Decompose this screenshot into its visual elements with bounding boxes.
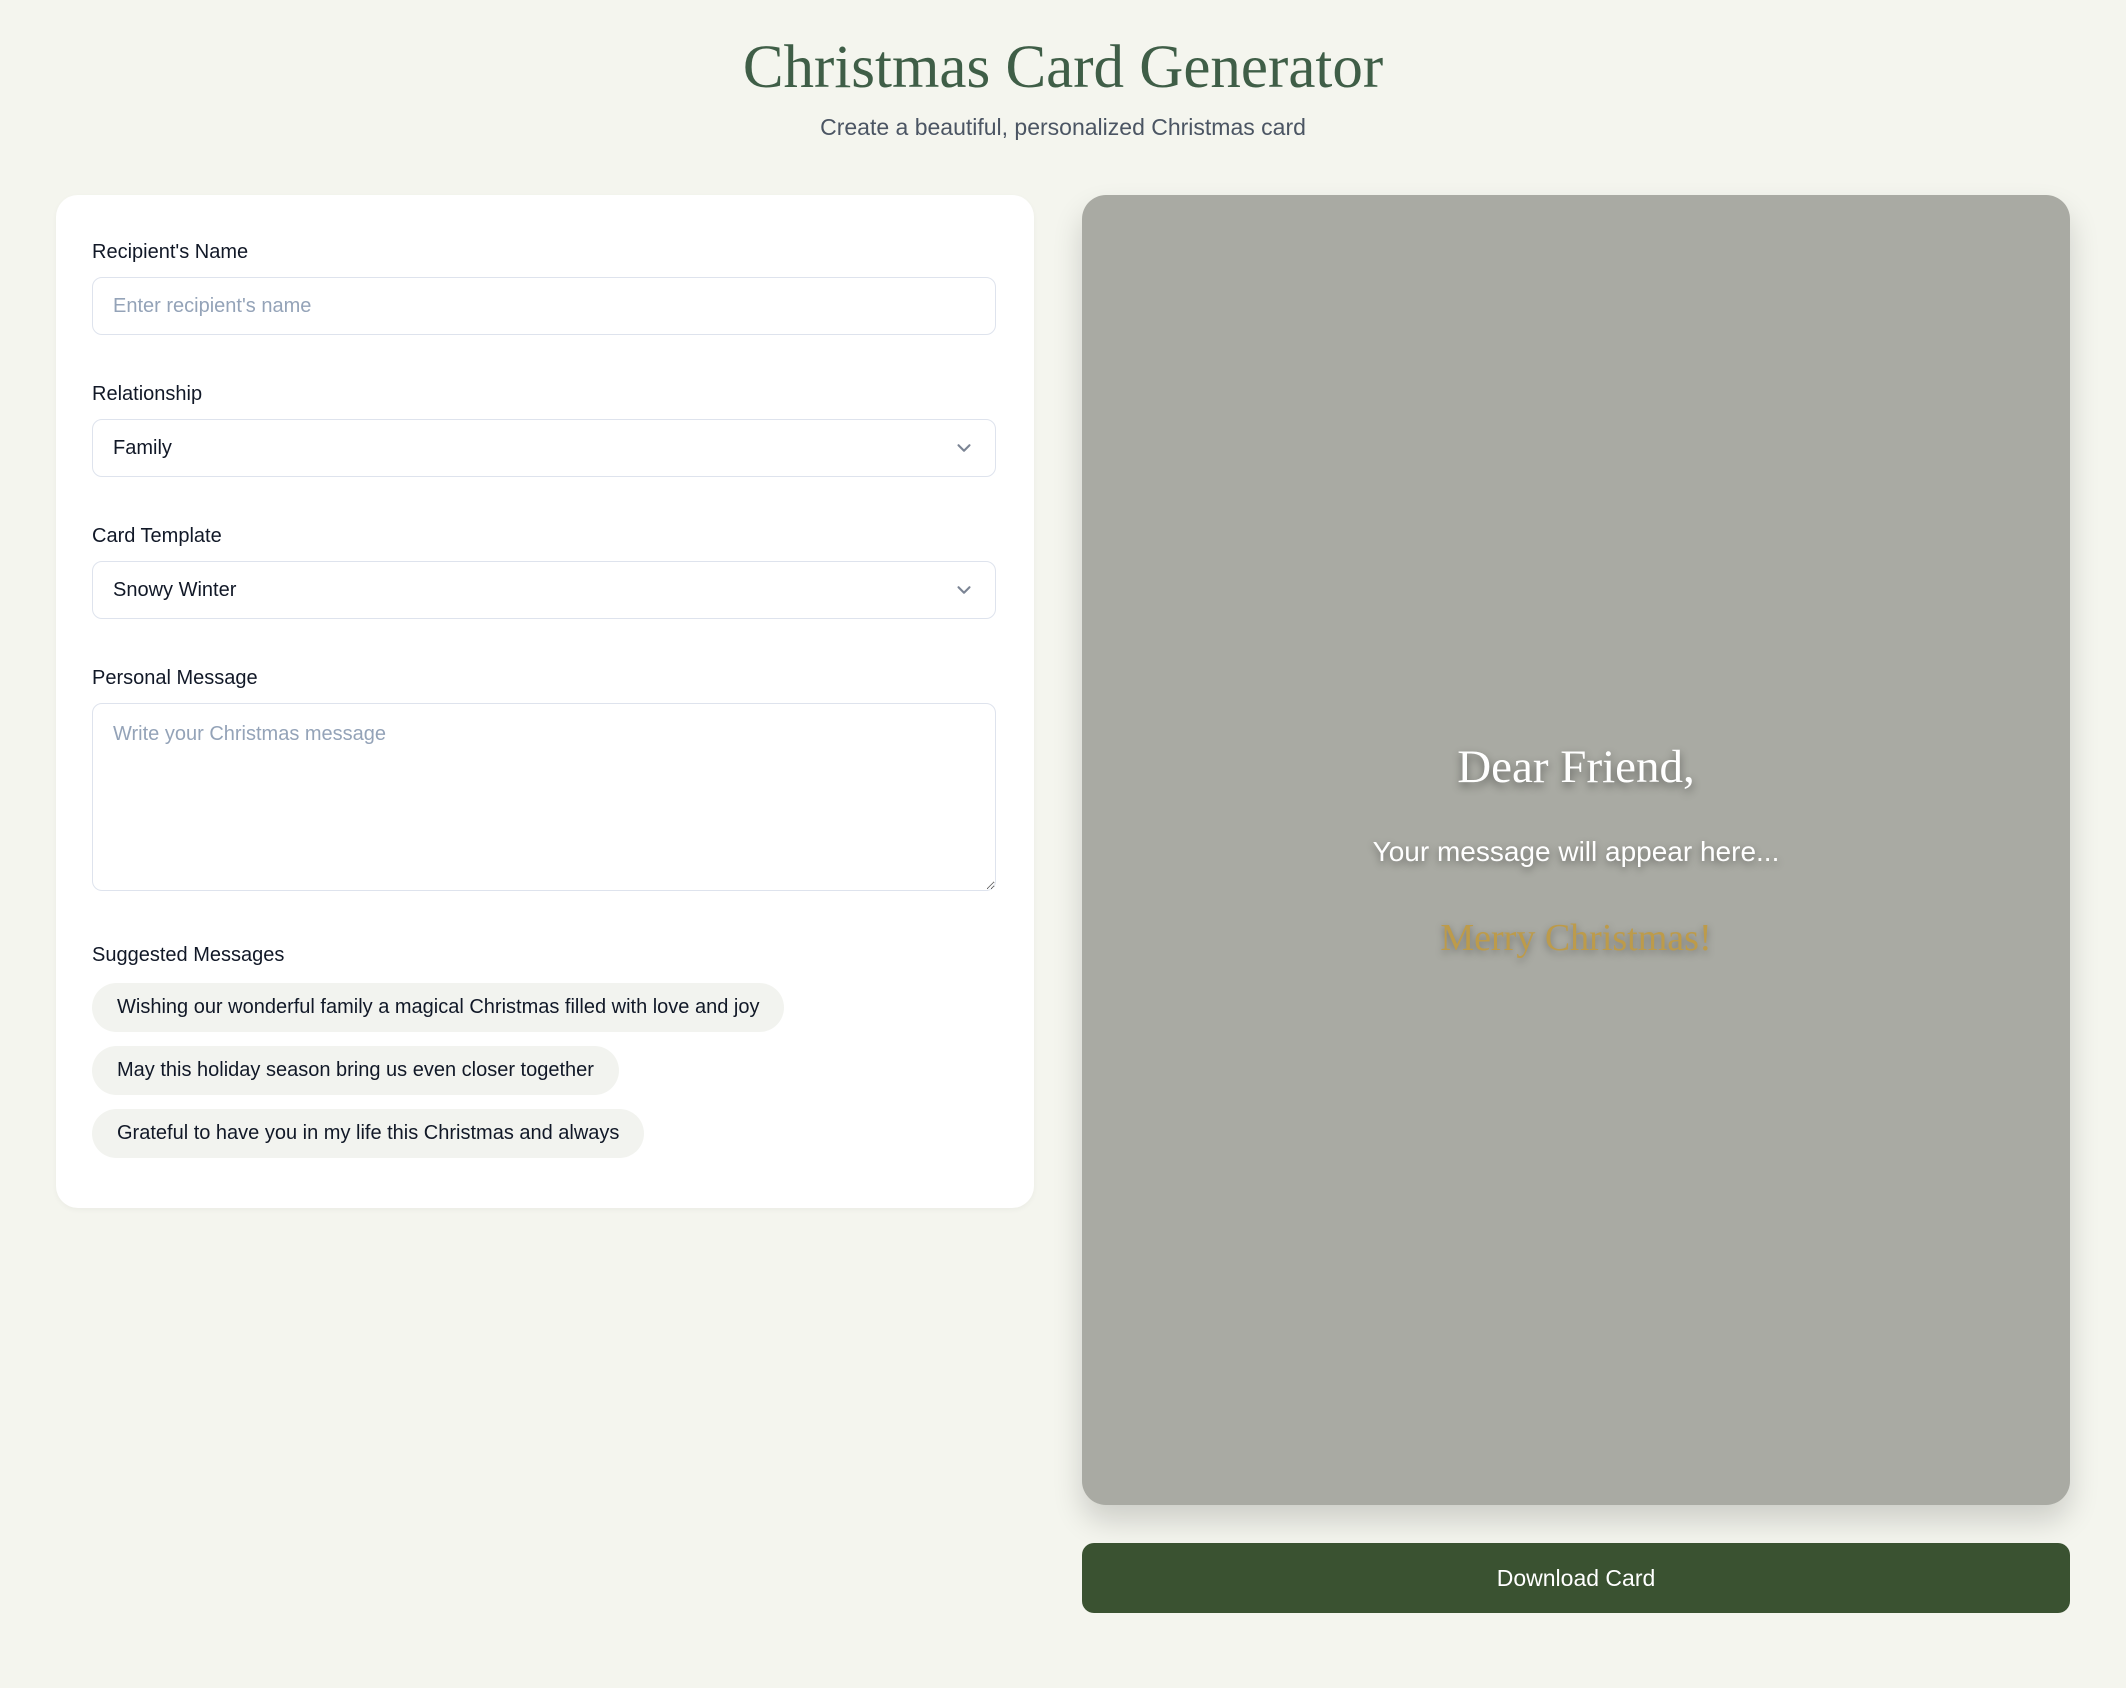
page-header (0, 0, 2126, 141)
main-content (0, 195, 2126, 1613)
relationship-field (92, 383, 996, 477)
personal-message-textarea[interactable] (92, 703, 996, 891)
card-closing-text: Merry Christmas! (1440, 917, 1712, 960)
card-template-selected-value: Snowy Winter (113, 578, 237, 601)
suggested-messages-label: Suggested Messages (92, 944, 285, 967)
suggestion-row (92, 1046, 996, 1095)
suggestion-row (92, 983, 996, 1032)
personal-message-field (92, 667, 996, 896)
card-message-placeholder-text: Your message will appear here... (1372, 836, 1780, 868)
recipient-name-field (92, 241, 996, 335)
suggested-message-pill[interactable]: Wishing our wonderful family a magical Christmas filled with love and joy (92, 983, 784, 1032)
suggested-message-pill[interactable]: Grateful to have you in my life this Christmas and always (92, 1109, 644, 1158)
page-title: Christmas Card Generator (742, 34, 1384, 101)
personal-message-label: Personal Message (92, 667, 258, 690)
relationship-label: Relationship (92, 383, 203, 406)
card-greeting-text: Dear Friend, (1457, 741, 1695, 794)
form-panel (56, 195, 1034, 1208)
page-subtitle: Create a beautiful, personalized Christmas card (820, 114, 1306, 141)
relationship-selected-value: Family (113, 436, 172, 459)
chevron-down-icon (953, 579, 975, 601)
recipient-name-label: Recipient's Name (92, 241, 249, 264)
chevron-down-icon (953, 437, 975, 459)
card-template-select[interactable] (92, 561, 996, 619)
suggestion-row (92, 1109, 996, 1158)
card-template-label: Card Template (92, 525, 222, 548)
download-card-button[interactable]: Download Card (1082, 1543, 2070, 1613)
suggested-message-pill[interactable]: May this holiday season bring us even closer together (92, 1046, 619, 1095)
card-template-field (92, 525, 996, 619)
recipient-name-input[interactable] (92, 277, 996, 335)
suggested-messages-section (92, 944, 996, 1158)
preview-panel (1082, 195, 2070, 1613)
card-preview (1082, 195, 2070, 1505)
relationship-select[interactable] (92, 419, 996, 477)
